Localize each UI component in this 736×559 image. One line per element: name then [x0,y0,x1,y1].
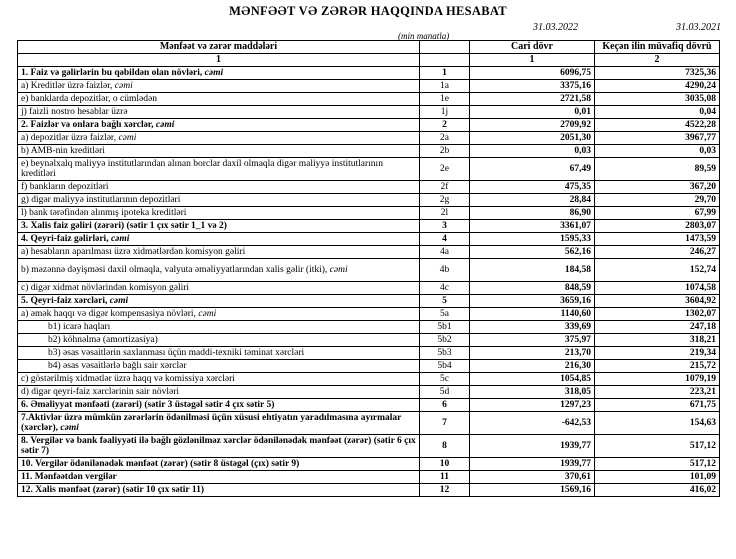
row-label-suffix: cəmi [110,233,130,244]
row-current-value: 475,35 [470,181,595,194]
table-row [18,347,720,360]
row-label-text: 3. Xalis faiz gəliri (zərəri) (sətir 1 çıx sətir 1_1 və 2) [21,220,227,231]
column-number-current: 1 [470,54,595,67]
row-code: 10 [420,458,470,471]
row-label [18,132,420,145]
row-current-value: 318,05 [470,386,595,399]
row-label-text: a) Kreditlər üzrə faizlər, [21,80,113,91]
row-label [18,347,420,360]
row-label-text: 10. Vergilər ödənilənədək mənfəət (zərər) (sətir 8 üstəgəl (çıx) sətir 9) [21,458,300,469]
row-code: 5c [420,373,470,386]
column-header-previous: Keçən ilin müvafiq dövrü [595,41,720,54]
row-code: 5b4 [420,360,470,373]
row-label-text: b1) icarə haqları [48,321,111,332]
table-row [18,360,720,373]
row-current-value: 339,69 [470,321,595,334]
table-row [18,484,720,497]
row-previous-value: 154,63 [595,412,720,435]
row-code: 2 [420,119,470,132]
row-label-text: b3) əsas vəsaitlərin saxlanması üçün maddi-texniki təminat xərcləri [48,347,305,358]
row-code: 4b [420,259,470,282]
row-code: 4 [420,233,470,246]
table-row [18,145,720,158]
row-current-value: 1939,77 [470,458,595,471]
row-label-suffix: cəmi [118,132,137,143]
row-previous-value: 101,09 [595,471,720,484]
row-code: 5 [420,295,470,308]
row-label-text: 12. Xalis mənfəət (zərər) (sətir 10 çıx sətir 11) [21,484,204,495]
row-current-value: 216,30 [470,360,595,373]
row-code: 2f [420,181,470,194]
row-previous-value: 3035,08 [595,93,720,106]
row-label [18,471,420,484]
row-label-suffix: cəmi [329,264,348,275]
column-header-item: Mənfəət və zərər maddələri [18,41,420,54]
row-label-text: l) bank tərəfindən alınmış ipoteka kreditləri [21,207,187,218]
row-previous-value: 29,70 [595,194,720,207]
row-label-text: b) AMB-nin kreditləri [21,145,105,156]
row-current-value: 1297,23 [470,399,595,412]
row-current-value: 67,49 [470,158,595,181]
row-previous-value: 7325,36 [595,67,720,80]
row-code: 2e [420,158,470,181]
row-code: 4a [420,246,470,259]
row-label-text: 7.Aktivlər üzrə mümkün zərərlərin ödənilməsi üçün xüsusi ehtiyatın yaradılmasına ayırmalar (xərclər), [21,412,402,433]
table-row [18,399,720,412]
row-previous-value: 1079,19 [595,373,720,386]
row-label-text: f) bankların depozitləri [21,181,109,192]
row-code: 5a [420,308,470,321]
column-number-item: 1 [18,54,420,67]
row-label [18,334,420,347]
row-code: 3 [420,220,470,233]
row-code: 2g [420,194,470,207]
row-label [18,106,420,119]
row-previous-value: 246,27 [595,246,720,259]
row-code: 12 [420,484,470,497]
table-row [18,334,720,347]
table-row [18,67,720,80]
row-previous-value: 89,59 [595,158,720,181]
row-label-text: d) digər qeyri-faiz xərclərinin sair növləri [21,386,179,397]
row-current-value: 2709,92 [470,119,595,132]
row-previous-value: 67,99 [595,207,720,220]
row-label-suffix: cəmi [60,423,79,433]
row-label-text: 5. Qeyri-faiz xərcləri, [21,295,108,306]
row-label-suffix: cəmi [109,295,129,306]
table-row [18,93,720,106]
row-code: 5b2 [420,334,470,347]
row-previous-value: 152,74 [595,259,720,282]
unit-label: (min manatla) [398,31,450,41]
row-label [18,282,420,295]
row-current-value: 2721,58 [470,93,595,106]
row-current-value: 1595,33 [470,233,595,246]
row-label [18,119,420,132]
row-previous-value: 3604,92 [595,295,720,308]
row-label-text: b4) əsas vəsaitlərlə bağlı sair xərclər [48,360,187,371]
row-label-text: a) hesabların aparılması üzrə xidmətlərdən komisyon gəliri [21,246,246,257]
row-current-value: 184,58 [470,259,595,282]
table-row [18,220,720,233]
row-previous-value: 318,21 [595,334,720,347]
table-row [18,321,720,334]
row-label-text: 4. Qeyri-faiz gəlirləri, [21,233,109,244]
row-label-text: e) beynəlxalq maliyyə institutlarından alınan borclar daxil olmaqla digər maliyyə institutlarının kreditləri [21,158,383,179]
row-label [18,207,420,220]
row-label [18,158,420,181]
table-row [18,181,720,194]
row-label-text: b2) köhnəlmə (amortizasiya) [48,334,158,345]
row-code: 11 [420,471,470,484]
row-current-value: 375,97 [470,334,595,347]
row-label [18,259,420,282]
row-current-value: 6096,75 [470,67,595,80]
table-row [18,80,720,93]
table-row [18,282,720,295]
date-current: 31.03.2022 [533,22,578,33]
row-current-value: 848,59 [470,282,595,295]
row-code: 1a [420,80,470,93]
row-code: 5b3 [420,347,470,360]
row-current-value: 213,70 [470,347,595,360]
row-code: 2l [420,207,470,220]
row-previous-value: 517,12 [595,435,720,458]
row-label-text: g) digər maliyyə institutlarının depozitləri [21,194,181,205]
table-row [18,412,720,435]
row-label-text: c) göstərilmiş xidmətlər üzrə haqq və komissiya xərcləri [21,373,235,384]
row-current-value: 370,61 [470,471,595,484]
row-code: 1e [420,93,470,106]
column-header-current: Cari dövr [470,41,595,54]
row-previous-value: 2803,07 [595,220,720,233]
row-label-suffix: cəmi [114,80,133,91]
column-header-code [420,41,470,54]
row-label [18,458,420,471]
row-current-value: 3361,07 [470,220,595,233]
row-code: 1 [420,67,470,80]
date-previous: 31.03.2021 [676,22,721,33]
table-row [18,207,720,220]
row-label [18,220,420,233]
table-row [18,435,720,458]
row-previous-value: 671,75 [595,399,720,412]
row-current-value: 1939,77 [470,435,595,458]
row-label-text: b) məzənnə dəyişməsi daxil olmaqla, valyuta əməliyyatlarından xalis gəlir (itki), [21,264,328,275]
row-code: 8 [420,435,470,458]
header-number-row [18,54,720,67]
row-current-value: 1140,60 [470,308,595,321]
row-label [18,80,420,93]
row-label [18,484,420,497]
row-previous-value: 416,02 [595,484,720,497]
row-label [18,67,420,80]
row-code: 7 [420,412,470,435]
row-code: 6 [420,399,470,412]
table-row [18,233,720,246]
row-previous-value: 517,12 [595,458,720,471]
row-previous-value: 3967,77 [595,132,720,145]
row-previous-value: 4290,24 [595,80,720,93]
row-previous-value: 247,18 [595,321,720,334]
table-row [18,106,720,119]
row-current-value: 2051,30 [470,132,595,145]
row-label [18,373,420,386]
table-row [18,386,720,399]
row-label-text: j) faizli nostro hesablar üzrə [21,106,128,117]
row-label [18,399,420,412]
row-code: 5d [420,386,470,399]
row-label [18,233,420,246]
row-label [18,308,420,321]
row-previous-value: 219,34 [595,347,720,360]
table-row [18,158,720,181]
row-current-value: 0,03 [470,145,595,158]
row-previous-value: 0,03 [595,145,720,158]
row-current-value: 3659,16 [470,295,595,308]
row-label-suffix: cəmi [198,308,217,319]
row-label [18,145,420,158]
row-current-value: 3375,16 [470,80,595,93]
row-label-text: 6. Əməliyyat mənfəəti (zərəri) (sətir 3 üstəgəl sətir 4 çıx sətir 5) [21,399,275,410]
row-label [18,246,420,259]
row-label-text: 11. Mənfəətdən vergilər [21,471,117,482]
table-body [18,67,720,497]
row-previous-value: 367,20 [595,181,720,194]
row-label-text: a) əmək haqqı və digər kompensasiya növləri, [21,308,196,319]
table-row [18,458,720,471]
row-label-text: 8. Vergilər və bank fəaliyyəti ilə bağlı gözlənilməz xərclər ödənilənədək mənfəət (zərər) (sətir 6 çıx sətir 7) [21,435,416,456]
header-row [18,41,720,54]
report-title: MƏNFƏƏT VƏ ZƏRƏR HAQQINDA HESABAT [229,4,507,18]
row-current-value: -642,53 [470,412,595,435]
table-row [18,308,720,321]
column-number-previous: 2 [595,54,720,67]
row-current-value: 1569,16 [470,484,595,497]
row-previous-value: 0,04 [595,106,720,119]
row-previous-value: 223,21 [595,386,720,399]
row-label-text: c) digər xidmət növlərindən komisyon gəliri [21,282,190,293]
row-current-value: 28,84 [470,194,595,207]
row-previous-value: 4522,28 [595,119,720,132]
table-row [18,259,720,282]
row-label-text: 1. Faiz və gəlirlərin bu qəbildən olan növləri, [21,67,203,78]
row-label [18,360,420,373]
row-label [18,386,420,399]
row-label [18,181,420,194]
row-label-text: e) banklarda depozitlər, o cümlədən [21,93,157,104]
table-row [18,295,720,308]
row-code: 1j [420,106,470,119]
row-current-value: 86,90 [470,207,595,220]
income-statement-table [17,40,720,497]
row-label [18,194,420,207]
row-label [18,435,420,458]
row-code: 2a [420,132,470,145]
table-row [18,132,720,145]
row-previous-value: 215,72 [595,360,720,373]
table-row [18,246,720,259]
row-current-value: 562,16 [470,246,595,259]
row-label-text: 2. Faizlər və onlara bağlı xərclər, [21,119,154,130]
row-label [18,295,420,308]
column-number-code [420,54,470,67]
table-row [18,471,720,484]
row-previous-value: 1473,59 [595,233,720,246]
row-label-text: a) depozitlər üzrə faizlər, [21,132,117,143]
table-row [18,119,720,132]
row-label [18,93,420,106]
row-code: 4c [420,282,470,295]
row-code: 2b [420,145,470,158]
row-label [18,321,420,334]
table-row [18,373,720,386]
row-previous-value: 1074,58 [595,282,720,295]
row-previous-value: 1302,07 [595,308,720,321]
row-current-value: 1054,85 [470,373,595,386]
row-label [18,412,420,435]
table-row [18,194,720,207]
row-label-suffix: cəmi [155,119,175,130]
row-current-value: 0,01 [470,106,595,119]
row-label-suffix: cəmi [204,67,224,78]
row-code: 5b1 [420,321,470,334]
